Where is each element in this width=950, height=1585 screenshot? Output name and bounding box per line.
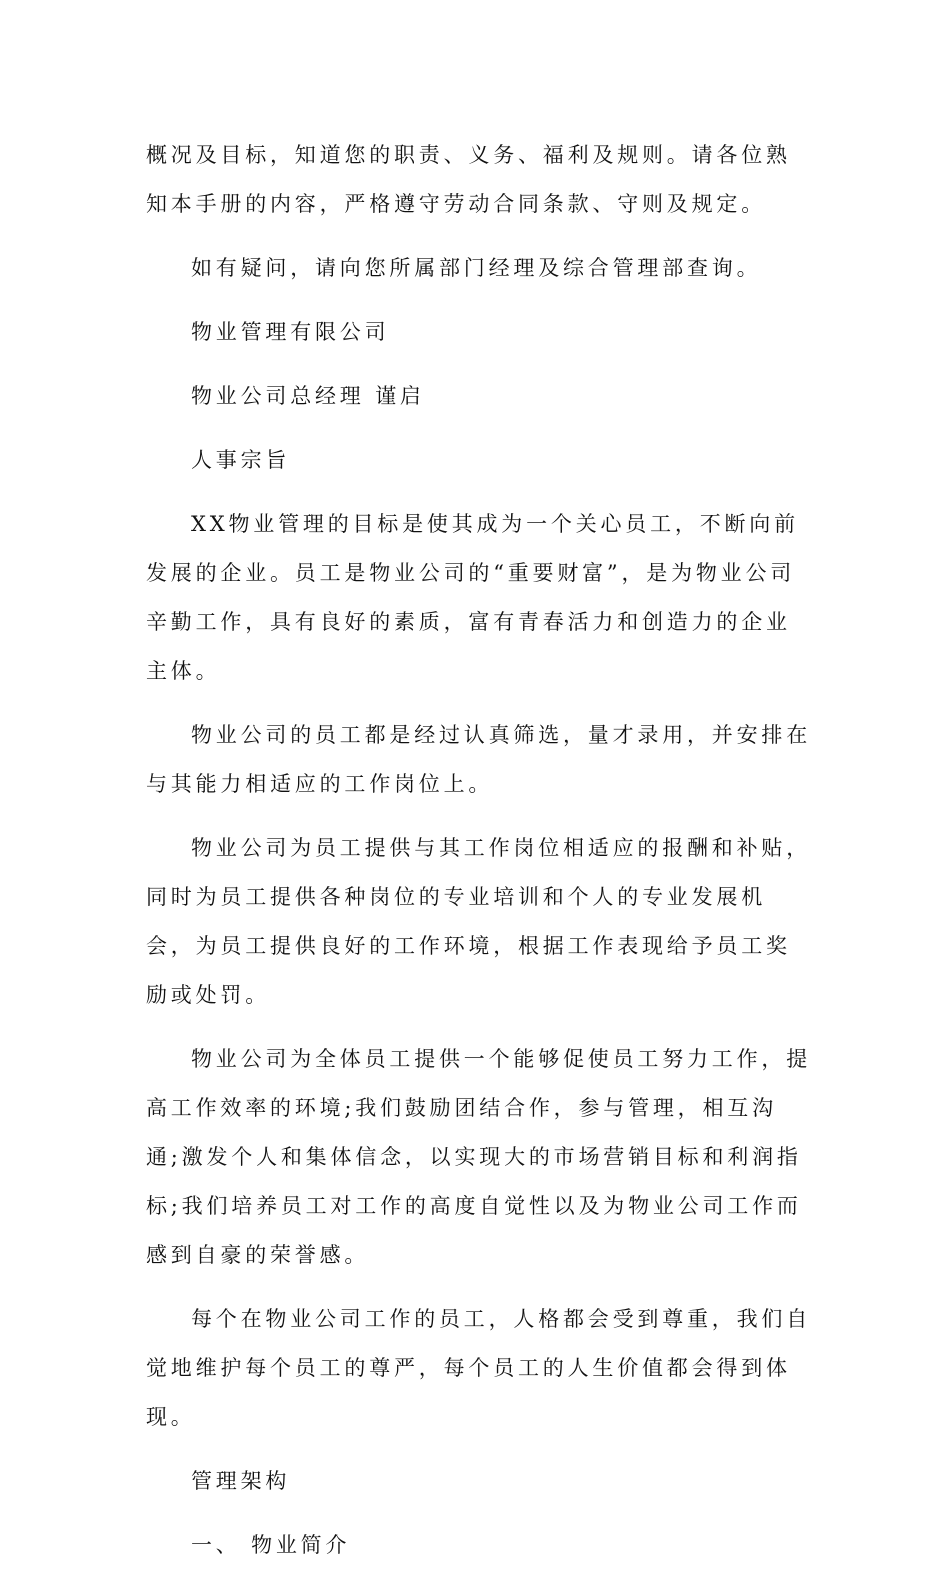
section-heading-hr-purpose: 人事宗旨	[191, 448, 291, 472]
paragraph-goal: XX物业管理的目标是使其成为一个关心员工，不断向前发展的企业。员工是物业公司的“重要财富”，是为物业公司辛勤工作，具有良好的素质，富有青春活力和创造力的企业主体。	[146, 512, 799, 683]
subsection-heading-property-intro: 一、 物业简介	[191, 1533, 351, 1557]
signature-line: 物业公司总经理 谨启	[191, 384, 425, 408]
paragraph-compensation: 物业公司为员工提供与其工作岗位相适应的报酬和补贴，同时为员工提供各种岗位的专业培训和个人的专业发展机会，为员工提供良好的工作环境，根据工作表现给予员工奖励或处罚。	[146, 836, 811, 1007]
paragraph-continuation: 概况及目标，知道您的职责、义务、福利及规则。请各位熟知本手册的内容，严格遵守劳动合同条款、守则及规定。	[146, 143, 791, 216]
document-body	[146, 131, 811, 1585]
company-name: 物业管理有限公司	[191, 320, 390, 344]
paragraph-respect: 每个在物业公司工作的员工，人格都会受到尊重，我们自觉地维护每个员工的尊严，每个员工的人生价值都会得到体现。	[146, 1307, 811, 1429]
paragraph-environment: 物业公司为全体员工提供一个能够促使员工努力工作，提高工作效率的环境;我们鼓励团结合作，参与管理，相互沟通;激发个人和集体信念，以实现大的市场营销目标和利润指标;我们培养员工对工作的高度自觉性以及为物业公司工作而感到自豪的荣誉感。	[146, 1047, 811, 1267]
paragraph-selection: 物业公司的员工都是经过认真筛选，量才录用，并安排在与其能力相适应的工作岗位上。	[146, 723, 811, 796]
paragraph-inquiry: 如有疑问，请向您所属部门经理及综合管理部查询。	[191, 256, 762, 280]
section-heading-management-structure: 管理架构	[191, 1469, 291, 1493]
